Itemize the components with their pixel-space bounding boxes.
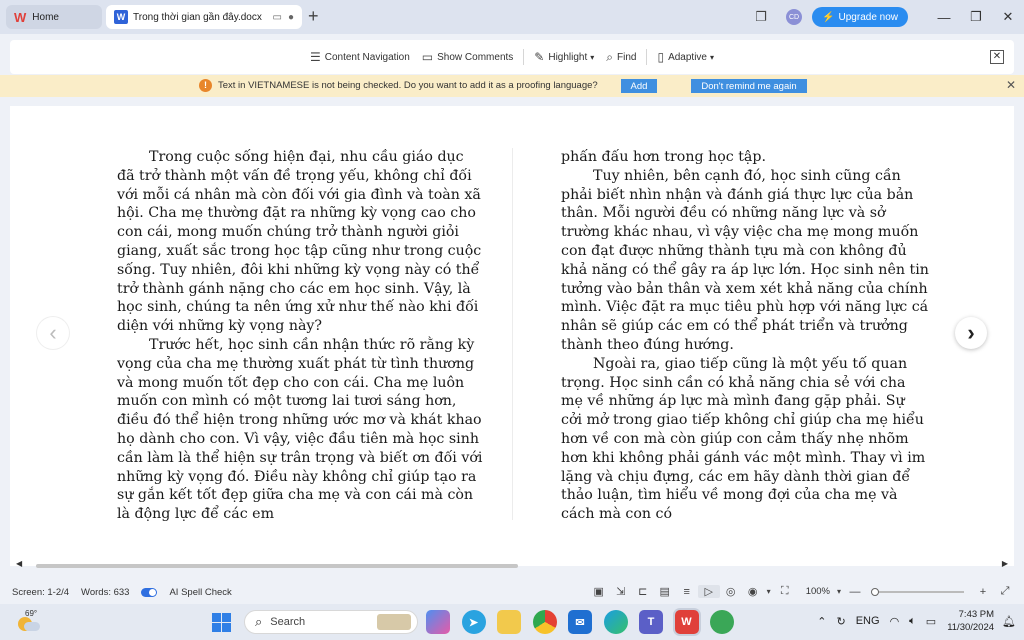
scroll-left-arrow-icon[interactable]: ◀ — [16, 559, 23, 568]
time: 7:43 PM — [958, 609, 995, 620]
list-icon: ☰ — [309, 50, 321, 64]
page-icon: ▯ — [657, 50, 665, 64]
chevron-down-icon: ▾ — [590, 52, 595, 62]
upgrade-label: Upgrade now — [838, 11, 898, 23]
scroll-right-arrow-icon[interactable]: ▶ — [1001, 559, 1008, 568]
highlighter-icon: ✎ — [534, 50, 545, 64]
paragraph: Ngoài ra, giao tiếp cũng là một yếu tố quan trọng. Học sinh cần có khả năng chia sẻ với cha mẹ về những áp lực mà mình đang gặp phải. Sự cởi mở trong giao tiếp không chỉ giúp cha mẹ hiểu hơn về con mà còn giúp con cảm thấy nhẹ nhõm hơn khi không phải gánh vác một mình. Thay vì im lặng và chịu đựng, các em hãy dành thời gian để thảo luận, tìm hiểu về mong đợi của cha mẹ và cách mà con có — [561, 355, 926, 523]
telegram-icon[interactable]: ➤ — [462, 610, 486, 634]
chevron-down-icon: ▾ — [710, 52, 715, 62]
content-navigation-label: Content Navigation — [324, 51, 410, 63]
highlight-label: Highlight — [548, 51, 588, 63]
taskbar-apps — [426, 610, 746, 634]
windows-start-icon[interactable] — [212, 613, 231, 632]
document-view[interactable] — [10, 106, 1014, 566]
tab-home[interactable] — [6, 5, 102, 29]
tab-document-label: Trong thời gian gần đây.docx — [133, 11, 262, 23]
tab-document[interactable] — [106, 5, 302, 29]
fullscreen-icon[interactable]: ⤢ — [1000, 585, 1010, 597]
show-comments-label: Show Comments — [437, 51, 514, 63]
zoom-out-button[interactable]: — — [849, 585, 861, 598]
window-controls — [746, 0, 1024, 34]
new-tab-button[interactable]: + — [308, 6, 319, 26]
web-layout-icon[interactable]: ◎ — [725, 586, 736, 598]
search-icon: ⌕ — [255, 614, 263, 629]
system-tray — [812, 608, 1016, 634]
notification-bell-icon[interactable]: 🔔︎ — [1002, 615, 1016, 628]
taskbar-search[interactable] — [244, 610, 418, 634]
screen-indicator: Screen: 1-2/4 — [12, 587, 70, 598]
edge-icon[interactable] — [604, 610, 628, 634]
teams-icon[interactable]: T — [639, 610, 663, 634]
find-button[interactable] — [606, 50, 636, 65]
copilot-icon[interactable] — [426, 610, 450, 634]
previous-page-button[interactable] — [37, 317, 69, 349]
scrollbar-thumb[interactable] — [36, 564, 518, 568]
exit-reading-mode-button[interactable]: ✕ — [990, 50, 1004, 64]
monitor-icon[interactable]: ▭ — [272, 11, 282, 23]
dont-remind-button[interactable]: Don't remind me again — [691, 79, 807, 93]
zoom-in-button[interactable]: + — [979, 585, 987, 598]
outline-view-icon[interactable]: ▤ — [659, 586, 670, 598]
highlight-dropdown[interactable] — [534, 50, 594, 64]
status-right — [588, 585, 1016, 598]
adaptive-label: Adaptive — [668, 51, 707, 63]
reader-toolbar — [10, 40, 1014, 74]
zoom-slider[interactable] — [874, 591, 964, 593]
chevron-down-icon[interactable]: ▾ — [836, 587, 841, 596]
clock[interactable] — [947, 608, 994, 634]
toolbar-divider — [523, 49, 524, 65]
right-page — [561, 148, 929, 524]
close-window-button[interactable]: ✕ — [1002, 9, 1014, 24]
adaptive-dropdown[interactable] — [657, 50, 714, 64]
search-placeholder: Search — [270, 616, 306, 628]
zoom-slider-knob[interactable] — [871, 588, 879, 596]
word-count: Words: 633 — [81, 587, 130, 598]
tab-home-label: Home — [32, 11, 59, 23]
list-view-icon[interactable]: ≡ — [683, 585, 690, 598]
cloud-icon — [24, 622, 40, 631]
upgrade-button[interactable] — [812, 7, 908, 27]
close-notification-button[interactable]: ✕ — [1005, 78, 1016, 92]
restore-button[interactable]: ❐ — [970, 9, 982, 24]
paragraph: Trong cuộc sống hiện đại, nhu cầu giáo dục đã trở thành một vấn đề trọng yếu, không chỉ đối với mỗi cá nhân mà còn đối với gia đình và toàn xã hội. Cha mẹ thường đặt ra những kỳ vọng cao cho con cái, mong muốn chúng trở thành người giỏi giang, xuất sắc trong học tập cũng như trong cuộc sống. Tuy nhiên, đôi khi những kỳ vọng này có thể trở thành gánh nặng cho các em học sinh. Vậy, là học sinh, chúng ta nên ứng xử như thế nào khi đối diện với những kỳ vọng này? — [117, 149, 482, 335]
date: 11/30/2024 — [947, 622, 995, 633]
chevron-right-icon: › — [967, 320, 975, 345]
next-page-button[interactable] — [955, 317, 987, 349]
chevron-down-icon[interactable]: ▾ — [766, 587, 771, 596]
paragraph: phấn đấu hơn trong học tập. — [561, 149, 766, 165]
zoom-level[interactable]: 100% — [805, 586, 830, 597]
focus-mode-icon[interactable]: ⊏ — [638, 586, 648, 598]
chrome-icon[interactable] — [533, 610, 557, 634]
paragraph: Tuy nhiên, bên cạnh đó, học sinh cũng cần phải biết nhìn nhận và đánh giá thực lực của bản thân. Mỗi người đều có những năng lực và sở trường khác nhau, vì vậy việc cha mẹ mong muốn con đạt được những thành tựu mà con không đủ khả năng có thể gây ra áp lực lớn. Học sinh nên tin tưởng vào bản thân và xem xét khả năng của chính mình. Việc đặt ra mục tiêu phù hợp với năng lực cá nhân sẽ giúp các em có thể phát triển và trưởng thành theo đúng hướng. — [561, 167, 929, 353]
window-layout-icon[interactable]: ❐ — [755, 9, 767, 24]
content-navigation-button[interactable] — [310, 50, 410, 64]
mail-icon[interactable]: ✉ — [568, 610, 592, 634]
horizontal-scrollbar[interactable] — [16, 559, 1008, 570]
weather-widget[interactable] — [16, 610, 42, 634]
search-icon: ⌕ — [606, 49, 614, 64]
status-left — [12, 587, 256, 598]
wifi-icon[interactable]: ◠ — [889, 615, 900, 628]
battery-icon[interactable]: ▭ — [925, 615, 937, 628]
wps-logo-icon: W — [14, 9, 27, 25]
eye-protection-icon[interactable]: ◉ — [747, 586, 758, 598]
proofing-notification-bar — [0, 75, 1024, 97]
spell-check-toggle[interactable] — [141, 587, 243, 598]
comment-icon: ▭ — [421, 50, 434, 64]
export-icon[interactable]: ⇲ — [616, 586, 626, 598]
page-view-icon[interactable]: ▣ — [593, 586, 604, 598]
fit-page-icon[interactable]: ⛶ — [780, 585, 789, 597]
language-indicator[interactable]: ENG — [855, 615, 880, 627]
search-highlight-icon — [377, 614, 411, 630]
reading-mode-icon[interactable]: ▷ — [698, 585, 720, 598]
app-green-icon[interactable] — [710, 610, 734, 634]
avatar[interactable]: CD — [786, 9, 802, 25]
left-page — [117, 148, 485, 524]
add-language-button[interactable]: Add — [621, 79, 657, 93]
temperature: 69° — [25, 609, 38, 618]
chevron-left-icon: ‹ — [49, 320, 57, 345]
toolbar-divider — [646, 49, 647, 65]
warning-icon: ! — [199, 79, 212, 92]
minimize-button[interactable]: — — [937, 9, 951, 25]
spell-check-label: AI Spell Check — [169, 587, 232, 598]
tab-bar — [0, 0, 1024, 34]
unsaved-dot-icon[interactable]: ● — [287, 11, 294, 23]
wps-office-icon[interactable]: W — [675, 610, 699, 634]
show-comments-button[interactable] — [422, 50, 513, 64]
sync-icon[interactable]: ↻ — [836, 615, 846, 628]
notification-text: Text in VIETNAMESE is not being checked. Do you want to add it as a proofing language? — [218, 80, 598, 91]
toggle-switch-icon — [141, 588, 157, 597]
volume-icon[interactable]: 🔈︎ — [909, 614, 916, 627]
find-label: Find — [617, 51, 637, 63]
status-bar — [0, 582, 1024, 604]
chevron-up-icon[interactable]: ⌃ — [817, 615, 827, 628]
file-explorer-icon[interactable] — [497, 610, 521, 634]
paragraph: Trước hết, học sinh cần nhận thức rõ rằng kỳ vọng của cha mẹ thường xuất phát từ tình thương và mong muốn tốt đẹp cho con cái. Cha mẹ luôn muốn con mình có một tương lai tươi sáng hơn, điều đó thể hiện trong những ước mơ và khát khao họ dành cho con. Vì vậy, việc đầu tiên mà học sinh cần làm là thể hiện sự trân trọng và biết ơn đối với những kỳ vọng đó. Điều này không chỉ giúp tạo ra sự gắn kết tốt đẹp giữa cha mẹ và con cái mà còn là động lực để các em — [117, 336, 483, 523]
lightning-icon: ⚡ — [822, 11, 835, 23]
word-doc-icon: W — [114, 10, 128, 24]
windows-taskbar — [0, 604, 1024, 640]
page-divider — [512, 148, 513, 520]
